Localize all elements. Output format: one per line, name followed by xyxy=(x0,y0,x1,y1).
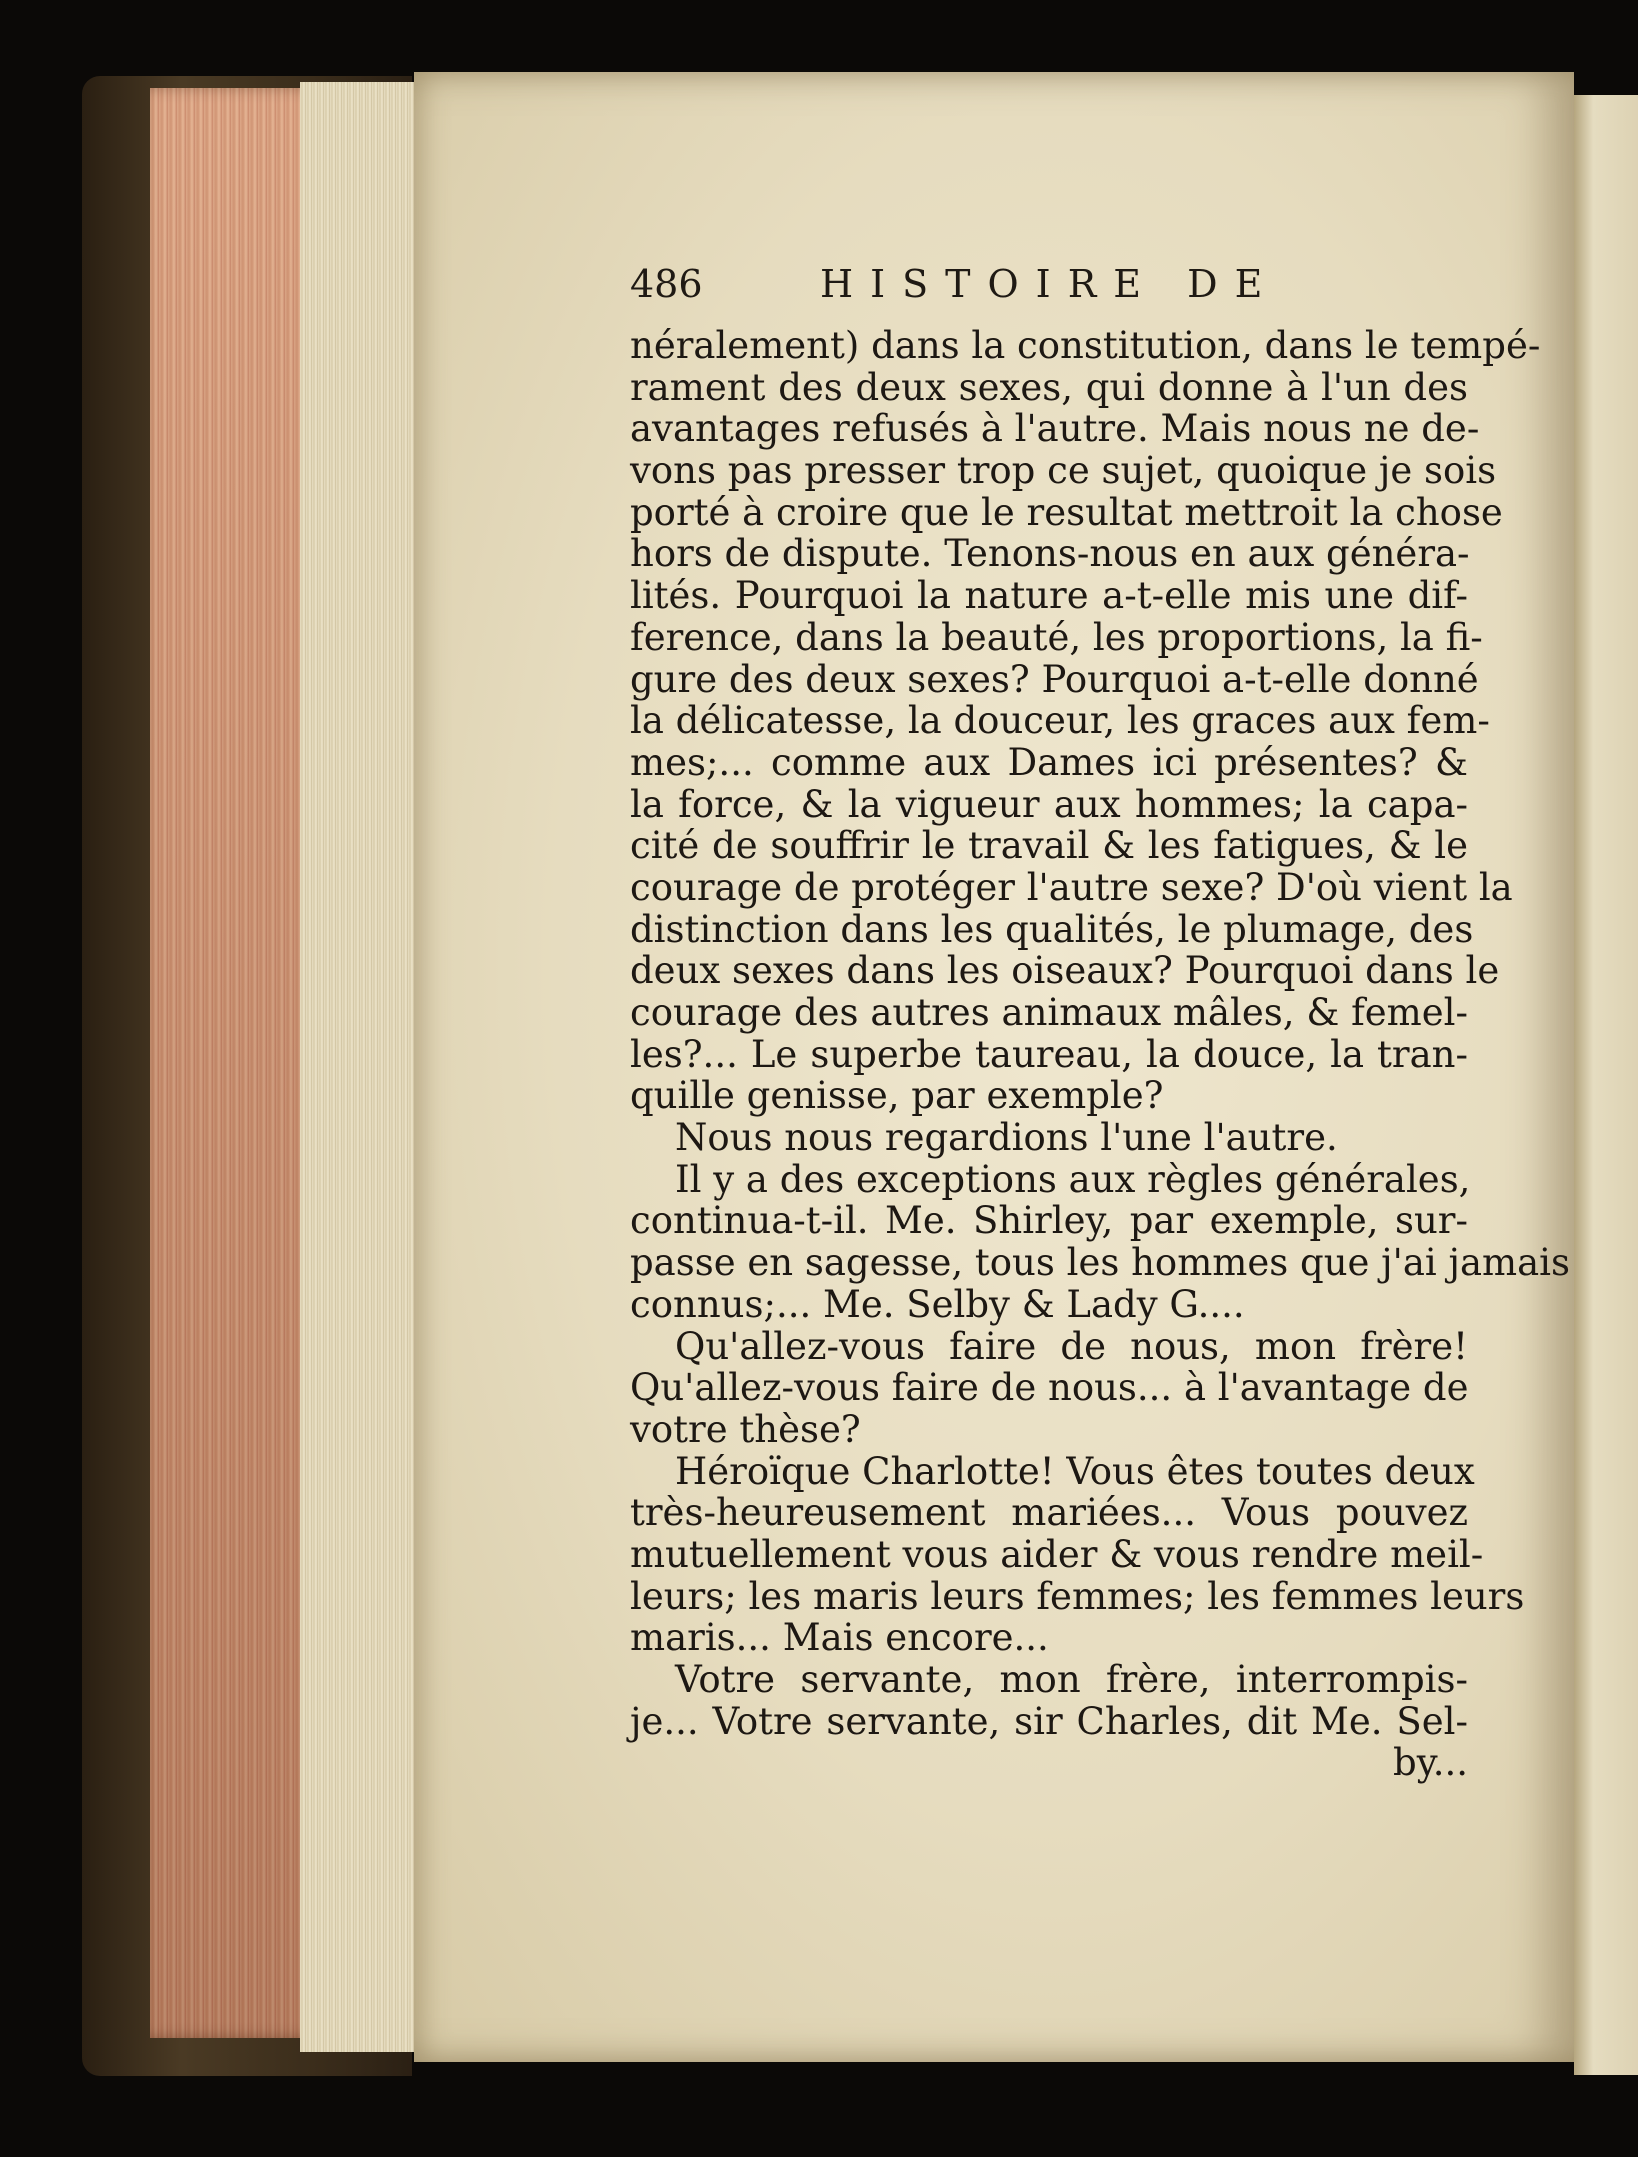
text-line: néralement) dans la constitution, dans le tempé- xyxy=(630,324,1541,367)
facing-page-edge xyxy=(1574,95,1638,2075)
text-line: by... xyxy=(1393,1741,1468,1785)
running-title: HISTOIRE DE xyxy=(820,262,1280,306)
text-line: leurs; les maris leurs femmes; les femmes leurs xyxy=(630,1574,1525,1618)
text-line: vons pas presser trop ce sujet, quoique je sois xyxy=(630,449,1497,493)
text-line: Héroïque Charlotte! Vous êtes toutes deux xyxy=(675,1449,1475,1493)
text-line: distinction dans les qualités, le plumage, des xyxy=(630,907,1474,951)
text-line: mes;... comme aux Dames ici présentes? & xyxy=(630,740,1468,784)
text-line: passe en sagesse, tous les hommes que j'ai jamais xyxy=(630,1241,1570,1285)
text-line: Nous nous regardions l'une l'autre. xyxy=(675,1116,1338,1160)
text-line: Votre servante, mon frère, interrompis- xyxy=(675,1658,1468,1701)
text-line: quille genisse, par exemple? xyxy=(630,1074,1164,1118)
text-line: la force, & la vigueur aux hommes; la capa- xyxy=(630,782,1468,826)
text-line: très-heureusement mariées... Vous pouvez xyxy=(630,1491,1468,1535)
text-line: votre thèse? xyxy=(630,1407,861,1451)
text-line: Qu'allez-vous faire de nous, mon frère! xyxy=(675,1324,1468,1368)
text-line: maris... Mais encore... xyxy=(630,1616,1049,1660)
page-stack xyxy=(300,82,420,2052)
text-line: deux sexes dans les oiseaux? Pourquoi dans le xyxy=(630,949,1500,993)
text-line: Qu'allez-vous faire de nous... à l'avantage de xyxy=(630,1366,1469,1410)
text-line: continua-t-il. Me. Shirley, par exemple, sur- xyxy=(630,1199,1468,1243)
text-line: rament des deux sexes, qui donne à l'un des xyxy=(630,365,1468,409)
text-line: la délicatesse, la douceur, les graces aux fem- xyxy=(630,699,1490,743)
running-header xyxy=(630,262,1290,312)
page-number: 486 xyxy=(630,262,703,306)
text-line: mutuellement vous aider & vous rendre meil- xyxy=(630,1532,1484,1576)
text-line: je... Votre servante, sir Charles, dit Me. Sel- xyxy=(630,1699,1468,1743)
page-body xyxy=(630,324,1570,1785)
text-line: cité de souffrir le travail & les fatigues, & le xyxy=(630,824,1468,868)
text-line: Il y a des exceptions aux règles générales, xyxy=(675,1157,1471,1201)
text-line: lités. Pourquoi la nature a-t-elle mis une dif- xyxy=(630,574,1468,618)
text-line: courage des autres animaux mâles, & femel- xyxy=(630,991,1468,1034)
text-line: porté à croire que le resultat mettroit la chose xyxy=(630,490,1503,534)
text-line: gure des deux sexes? Pourquoi a-t-elle donné xyxy=(630,657,1479,701)
text-line: avantages refusés à l'autre. Mais nous ne de- xyxy=(630,407,1480,451)
text-line: courage de protéger l'autre sexe? D'où vient la xyxy=(630,865,1513,909)
text-line: hors de dispute. Tenons-nous en aux généra- xyxy=(630,532,1470,576)
text-line: les?... Le superbe taureau, la douce, la tran- xyxy=(630,1032,1468,1076)
text-line: ference, dans la beauté, les proportions, la fi- xyxy=(630,615,1483,659)
text-line: connus;... Me. Selby & Lady G.... xyxy=(630,1282,1245,1326)
